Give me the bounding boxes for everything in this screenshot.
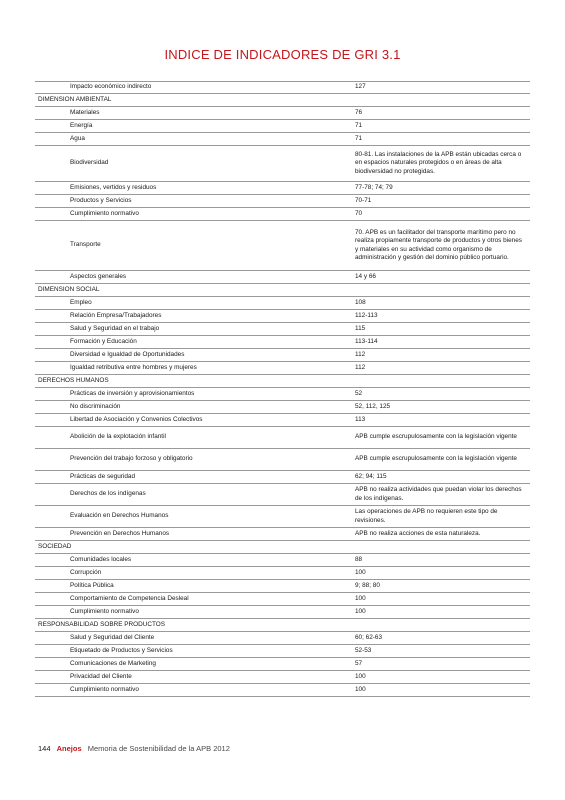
indicator-label: Relación Empresa/Trabajadores [70,311,162,319]
section-label: DIMENSION AMBIENTAL [38,95,112,103]
table-row [35,195,530,208]
indicator-label: Comunidades locales [70,555,132,563]
indicator-label: Aspectos generales [70,272,127,280]
indicator-reference: 52 [355,389,363,397]
section-label: SOCIEDAD [38,542,72,550]
indicator-reference: 88 [355,555,363,563]
indicator-reference: 112-113 [355,311,378,319]
indicator-label: Cumplimiento normativo [70,607,139,615]
indicator-reference: 77-78; 74; 79 [355,183,393,191]
indicator-reference: 108 [355,298,366,306]
indicator-label: Abolición de la explotación infantil [70,433,166,441]
indicator-reference: 52-53 [355,646,372,654]
table-row [35,362,530,375]
indicator-label: Diversidad e Igualdad de Oportunidades [70,350,185,358]
table-row [35,81,530,94]
indicator-label: Cumplimiento normativo [70,685,139,693]
indicator-reference: 60; 62-63 [355,633,383,641]
indicator-reference: 112 [355,350,366,358]
table-row [35,671,530,684]
table-row [35,684,530,697]
footer-document-title: Memoria de Sostenibilidad de la APB 2012 [87,744,230,753]
indicator-reference: 100 [355,594,366,602]
indicator-label: Prevención del trabajo forzoso y obligatorio [70,455,193,463]
indicator-label: Privacidad del Cliente [70,672,132,680]
indicator-label: Etiquetado de Productos y Servicios [70,646,173,654]
footer-section: Anejos [56,744,82,753]
table-row [35,484,530,506]
section-header-row [35,284,530,297]
table-row [35,146,530,182]
table-row [35,297,530,310]
indicator-label: Formación y Educación [70,337,137,345]
indicator-label: Salud y Seguridad del Cliente [70,633,155,641]
indicator-label: Biodiversidad [70,159,109,167]
table-row [35,593,530,606]
indicator-reference: 100 [355,607,366,615]
indicator-reference: Las operaciones de APB no requieren este tipo de revisiones. [355,508,498,524]
indicator-reference: 70-71 [355,196,372,204]
table-row [35,554,530,567]
indicator-reference: APB no realiza actividades que puedan violar los derechos de los indígenas. [355,486,522,502]
indicator-reference: 113 [355,415,366,423]
section-label: DIMENSION SOCIAL [38,285,100,293]
indicator-reference: APB cumple escrupulosamente con la legislación vigente [355,433,517,441]
indicator-reference: 80-81. Las instalaciones de la APB están ubicadas cerca o en espacios naturales protegidos o en áreas de alta biodiversidad no protegidas. [355,151,522,175]
indicator-label: Cumplimiento normativo [70,209,139,217]
indicator-reference: 70 [355,209,363,217]
indicator-label: Igualdad retributiva entre hombres y mujeres [70,363,197,371]
table-row [35,107,530,120]
table-row [35,349,530,362]
indicator-label: Transporte [70,241,101,249]
table-row [35,310,530,323]
indicator-label: Comunicaciones de Marketing [70,659,156,667]
indicator-reference: 9; 88; 80 [355,581,380,589]
table-row [35,182,530,195]
table-row [35,120,530,133]
table-row [35,658,530,671]
indicator-reference: 100 [355,568,366,576]
indicator-label: Impacto económico indirecto [70,83,152,91]
section-header-row [35,375,530,388]
table-row [35,580,530,593]
page-title: INDICE DE INDICADORES DE GRI 3.1 [164,47,401,62]
indicator-reference: 14 y 66 [355,272,376,280]
indicator-label: Corrupción [70,568,102,576]
indicator-label: Energía [70,121,93,129]
section-header-row [35,94,530,107]
indicator-reference: APB cumple escrupulosamente con la legislación vigente [355,455,517,463]
table-row [35,506,530,528]
table-row [35,471,530,484]
table-row [35,208,530,221]
table-row [35,323,530,336]
indicator-label: No discriminación [70,402,121,410]
table-row [35,528,530,541]
indicator-label: Derechos de los indígenas [70,490,146,498]
table-row [35,427,530,449]
gri-indicator-table [35,81,530,697]
indicator-reference: 71 [355,134,363,142]
indicator-reference: 70. APB es un facilitador del transporte marítimo pero no realiza propiamente transporte de productos y otros bienes y materiales en su actividad como organismo de administración y gestión del dominio público portuario. [355,229,522,261]
indicator-reference: 71 [355,121,363,129]
indicator-label: Prácticas de inversión y aprovisionamientos [70,389,195,397]
indicator-label: Emisiones, vertidos y residuos [70,183,157,191]
table-row [35,401,530,414]
section-label: DERECHOS HUMANOS [38,376,109,384]
indicator-label: Prácticas de seguridad [70,472,136,480]
indicator-reference: APB no realiza acciones de esta naturaleza. [355,529,481,537]
table-row [35,336,530,349]
page-footer [38,744,230,753]
table-row [35,567,530,580]
page-number: 144 [38,744,51,753]
table-row [35,221,530,271]
indicator-label: Salud y Seguridad en el trabajo [70,324,160,332]
table-row [35,449,530,471]
indicator-reference: 127 [355,83,366,91]
table-row [35,271,530,284]
table-row [35,606,530,619]
indicator-reference: 100 [355,685,366,693]
indicator-reference: 52, 112, 125 [355,402,391,410]
section-header-row [35,541,530,554]
table-row [35,133,530,146]
indicator-label: Libertad de Asociación y Convenios Colectivos [70,415,203,423]
indicator-label: Política Pública [70,581,114,589]
indicator-reference: 62; 94; 115 [355,472,387,480]
indicator-reference: 112 [355,363,366,371]
table-row [35,388,530,401]
table-row [35,414,530,427]
table-row [35,645,530,658]
indicator-label: Evaluación en Derechos Humanos [70,512,169,520]
table-row [35,632,530,645]
section-label: RESPONSABILIDAD SOBRE PRODUCTOS [38,620,166,628]
indicator-label: Empleo [70,298,92,306]
indicator-label: Productos y Servicios [70,196,132,204]
indicator-reference: 57 [355,659,363,667]
indicator-label: Materiales [70,108,100,116]
indicator-reference: 76 [355,108,363,116]
indicator-reference: 113-114 [355,337,378,345]
indicator-reference: 115 [355,324,366,332]
indicator-label: Agua [70,134,85,142]
section-header-row [35,619,530,632]
indicator-reference: 100 [355,672,366,680]
indicator-label: Prevención en Derechos Humanos [70,529,170,537]
indicator-label: Comportamiento de Competencia Desleal [70,594,189,602]
